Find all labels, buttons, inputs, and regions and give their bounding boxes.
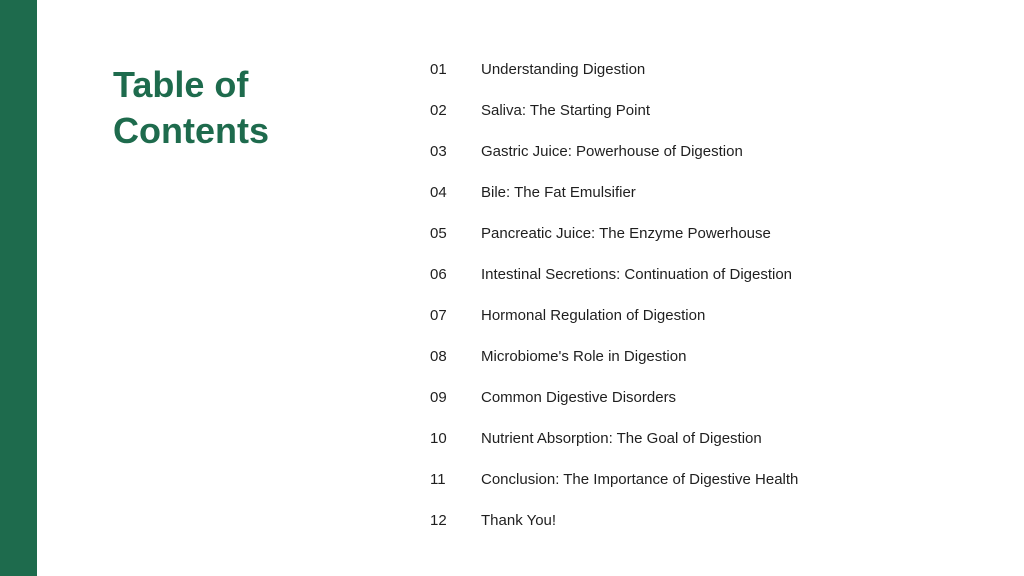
toc-item	[430, 500, 990, 541]
toc-item	[430, 213, 990, 254]
toc-item-number: 08	[430, 348, 447, 365]
toc-item-number: 07	[430, 307, 447, 324]
toc-item-label: Nutrient Absorption: The Goal of Digestion	[481, 430, 762, 447]
toc-item-label: Hormonal Regulation of Digestion	[481, 307, 706, 324]
toc-item-number: 10	[430, 430, 447, 447]
toc-item	[430, 254, 990, 295]
toc-item	[430, 90, 990, 131]
toc-item-number: 09	[430, 389, 447, 406]
toc-item	[430, 131, 990, 172]
title-line: Table of	[113, 64, 249, 105]
toc-item-label: Pancreatic Juice: The Enzyme Powerhouse	[481, 225, 771, 242]
toc-item	[430, 336, 990, 377]
toc-item-label: Intestinal Secretions: Continuation of Digestion	[481, 266, 793, 283]
toc-item	[430, 459, 990, 500]
toc-item-label: Gastric Juice: Powerhouse of Digestion	[481, 143, 743, 160]
toc-item-number: 05	[430, 225, 447, 242]
toc-item	[430, 49, 990, 90]
toc-item	[430, 295, 990, 336]
toc-item-number: 06	[430, 266, 447, 283]
table-of-contents-list	[430, 49, 990, 541]
slide-title	[113, 62, 373, 154]
toc-item-label: Thank You!	[481, 512, 557, 529]
toc-item-label: Common Digestive Disorders	[481, 389, 677, 406]
toc-item	[430, 418, 990, 459]
toc-item-number: 04	[430, 184, 447, 201]
toc-item	[430, 377, 990, 418]
toc-item-number: 03	[430, 143, 447, 160]
toc-item-label: Understanding Digestion	[481, 61, 646, 78]
toc-item-number: 12	[430, 512, 447, 529]
toc-item-number: 01	[430, 61, 447, 78]
accent-bar	[0, 0, 37, 576]
toc-item-number: 02	[430, 102, 447, 119]
title-line: Contents	[113, 110, 269, 151]
toc-item-label: Microbiome's Role in Digestion	[481, 348, 687, 365]
toc-item-label: Conclusion: The Importance of Digestive Health	[481, 471, 799, 488]
toc-item-label: Saliva: The Starting Point	[481, 102, 650, 119]
toc-item-number: 11	[430, 471, 446, 488]
toc-item	[430, 172, 990, 213]
toc-item-label: Bile: The Fat Emulsifier	[481, 184, 636, 201]
